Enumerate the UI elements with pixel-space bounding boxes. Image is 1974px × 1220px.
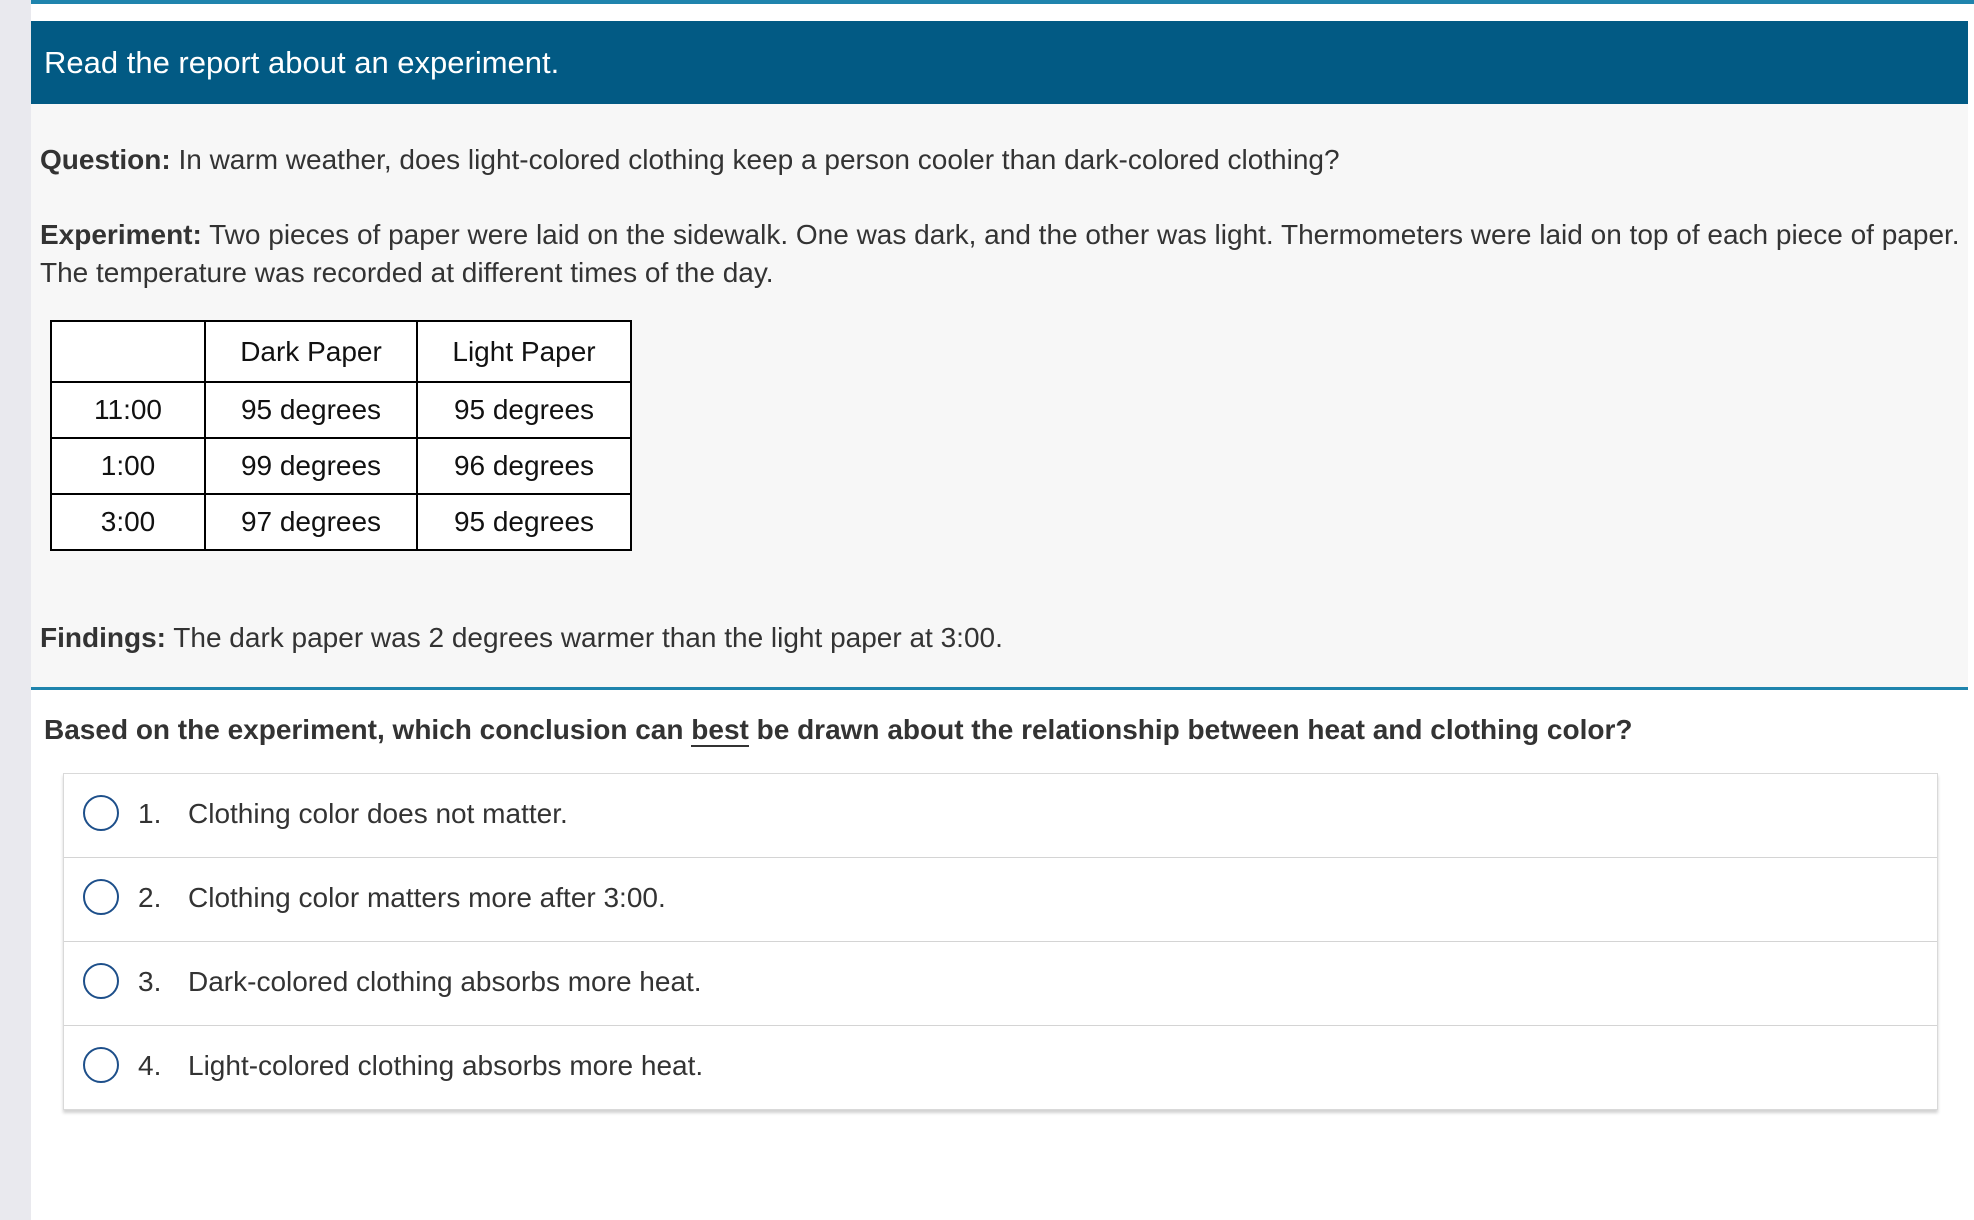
radio-circle-icon[interactable] — [83, 795, 119, 831]
table-cell-light: 95 degrees — [417, 382, 631, 438]
option-text: Clothing color does not matter. — [188, 798, 568, 829]
question-text: In warm weather, does light-colored clothing keep a person cooler than dark-colored clothing? — [178, 144, 1340, 175]
experiment-label: Experiment: — [40, 219, 202, 250]
table-row — [51, 438, 631, 494]
answer-options — [63, 773, 1938, 1110]
radio-circle-icon[interactable] — [83, 963, 119, 999]
findings-text: The dark paper was 2 degrees warmer than the light paper at 3:00. — [173, 622, 1003, 653]
passage-panel — [31, 21, 1968, 689]
section-divider — [31, 687, 1968, 690]
table-header-row — [51, 321, 631, 382]
prompt-after: be drawn about the relationship between heat and clothing color? — [748, 714, 1633, 745]
radio-circle-icon[interactable] — [83, 879, 119, 915]
passage-header: Read the report about an experiment. — [31, 21, 1968, 104]
top-accent-line — [31, 0, 1974, 4]
table-header-cell: Light Paper — [417, 321, 631, 382]
table-cell-time: 11:00 — [51, 382, 205, 438]
table-cell-light: 96 degrees — [417, 438, 631, 494]
table-row — [51, 382, 631, 438]
table-header-cell — [51, 321, 205, 382]
table-header-cell: Dark Paper — [205, 321, 417, 382]
answer-option-1[interactable] — [64, 774, 1937, 858]
experiment-text: Two pieces of paper were laid on the sidewalk. One was dark, and the other was light. Thermometers were laid on top of each piece of paper. The temperature was recorded at different times of the day. — [40, 219, 1960, 288]
prompt-emphasis: best — [691, 714, 749, 745]
left-gutter — [0, 0, 31, 1220]
temperature-table — [50, 320, 632, 551]
experiment-paragraph — [40, 216, 1965, 292]
question-prompt — [44, 710, 1632, 750]
prompt-before: Based on the experiment, which conclusion can — [44, 714, 692, 745]
table-cell-light: 95 degrees — [417, 494, 631, 550]
question-label: Question: — [40, 144, 171, 175]
answer-option-3[interactable] — [64, 942, 1937, 1026]
table-cell-dark: 95 degrees — [205, 382, 417, 438]
table-row — [51, 494, 631, 550]
radio-circle-icon[interactable] — [83, 1047, 119, 1083]
answer-option-2[interactable] — [64, 858, 1937, 942]
table-cell-time: 3:00 — [51, 494, 205, 550]
option-text: Clothing color matters more after 3:00. — [188, 882, 666, 913]
findings-label: Findings: — [40, 622, 166, 653]
answer-option-4[interactable] — [64, 1026, 1937, 1109]
option-text: Dark-colored clothing absorbs more heat. — [188, 966, 702, 997]
option-text: Light-colored clothing absorbs more heat. — [188, 1050, 704, 1081]
findings-paragraph — [40, 619, 1965, 657]
option-number: 1. — [138, 798, 162, 829]
table-cell-dark: 99 degrees — [205, 438, 417, 494]
question-paragraph — [40, 141, 1965, 179]
table-cell-dark: 97 degrees — [205, 494, 417, 550]
option-number: 2. — [138, 882, 162, 913]
option-number: 3. — [138, 966, 162, 997]
option-number: 4. — [138, 1050, 162, 1081]
table-cell-time: 1:00 — [51, 438, 205, 494]
